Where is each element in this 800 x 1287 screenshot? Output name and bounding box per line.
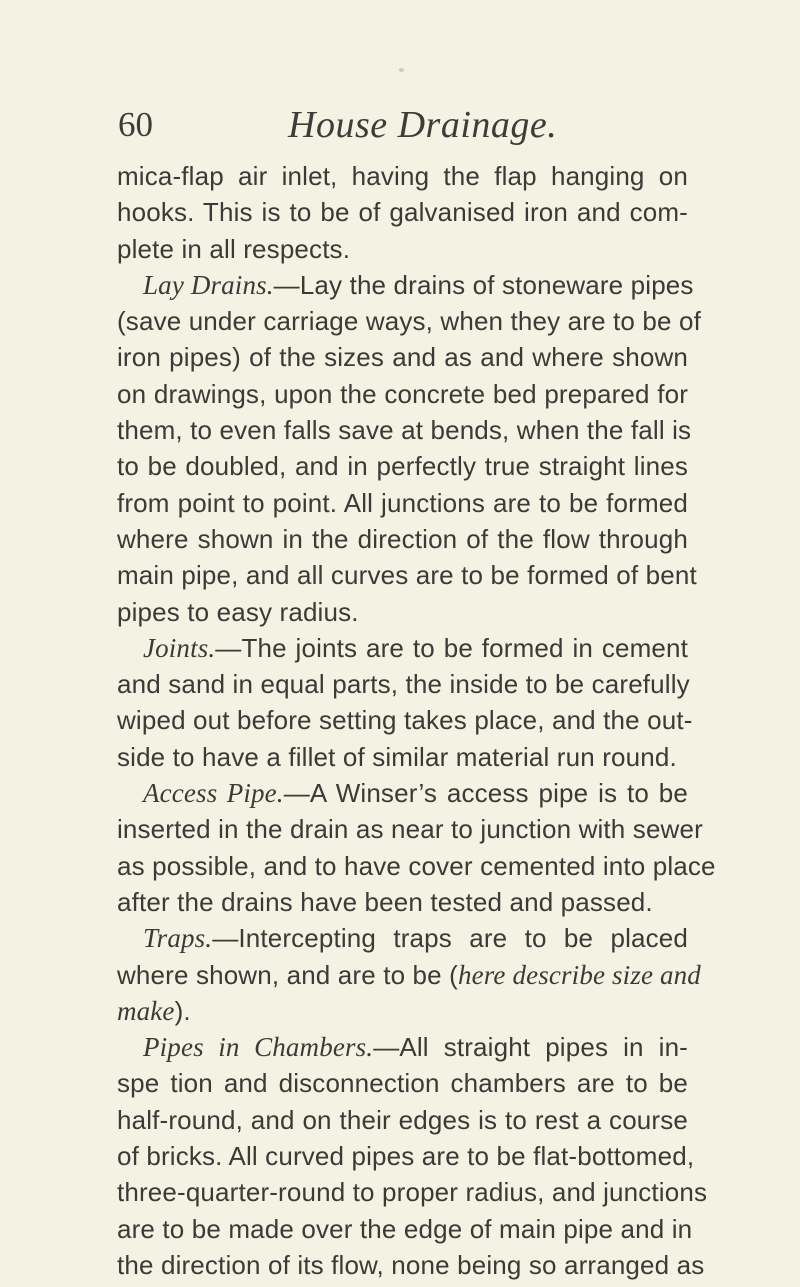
text-line [117,993,688,1029]
italic-text: Access Pipe. [143,778,284,809]
text-line [117,884,688,920]
text-segment: wiped out before setting takes place, and the out- [117,705,693,736]
text-segment: —Lay the drains of stoneware pipes [273,269,694,300]
text-line [117,303,701,339]
text-line [117,485,688,521]
text-segment: are to be made over the edge of main pipe and in [117,1213,693,1244]
text-segment: main pipe, and all curves are to be formed of bent [117,560,697,591]
body-text [117,158,716,1283]
text-segment: to be doubled, and in perfectly true straight lines [117,451,688,482]
italic-text: Lay Drains. [143,269,274,300]
text-segment: —Intercepting traps are to be placed [212,923,688,954]
text-line [117,630,688,666]
text-line [117,448,688,484]
text-segment: and sand in equal parts, the inside to be carefully [117,669,690,700]
text-line [117,194,688,230]
text-line [117,920,688,956]
text-line [117,339,688,375]
text-line [117,848,716,884]
text-segment: inserted in the drain as near to junction with sewer [117,814,703,845]
text-segment: (save under carriage ways, when they are to be of [117,306,701,337]
text-line [117,1211,693,1247]
text-line [117,1247,705,1283]
text-line [117,1102,688,1138]
italic-text: make [117,995,175,1026]
text-segment: mica-flap air inlet, having the flap hanging on [117,161,688,191]
text-line [117,1065,688,1101]
text-segment: pipes to easy radius. [117,596,359,627]
text-segment: —A Winser’s access pipe is to be [283,778,688,809]
text-line [117,702,693,738]
text-segment: hooks. This is to be of galvanised iron and com- [117,197,688,228]
text-segment: from point to point. All junctions are to be formed [117,487,688,518]
text-line [117,376,688,412]
text-line [117,811,703,847]
text-segment: half-round, and on their edges is to rest a course [117,1104,688,1135]
text-line [117,1029,688,1065]
italic-text: Pipes in Chambers. [143,1032,374,1063]
paper-speck [399,68,404,72]
text-line [117,158,688,194]
text-line [117,557,697,593]
text-segment: spe tion and disconnection chambers are to be [117,1068,688,1099]
text-line [117,1174,708,1210]
text-segment: three-quarter-round to proper radius, and junctions [117,1177,708,1208]
text-line [117,739,688,775]
text-segment: on drawings, upon the concrete bed prepared for [117,378,688,409]
text-segment: side to have a fillet of similar material run round. [117,741,677,772]
page-header [118,100,682,150]
text-line [117,775,688,811]
text-segment: as possible, and to have cover cemented into place [117,850,716,881]
italic-text: Traps. [143,923,213,954]
text-segment: —All straight pipes in in- [373,1032,688,1063]
italic-text: Joints. [143,632,216,663]
text-line [117,666,688,702]
text-line [117,231,688,267]
text-segment: iron pipes) of the sizes and as and where shown [117,342,688,373]
text-segment: plete in all respects. [117,233,351,264]
page-number: 60 [118,105,153,144]
text-line [117,521,688,557]
text-line [117,957,701,993]
italic-text: here describe size and [457,959,701,990]
running-title: House Drainage. [288,104,558,146]
text-line [117,594,688,630]
text-segment: where shown in the direction of the flow through [117,523,688,554]
text-segment: where shown, and are to be ( [117,959,458,990]
text-line [117,267,694,303]
text-line [117,1138,695,1174]
text-segment: after the drains have been tested and passed. [117,886,653,917]
text-segment: of bricks. All curved pipes are to be flat-bottomed, [117,1141,695,1172]
text-segment: ). [174,995,191,1026]
text-line [117,412,692,448]
text-segment: —The joints are to be formed in cement [215,632,688,663]
text-segment: them, to even falls save at bends, when the fall is [117,415,692,446]
text-segment: the direction of its flow, none being so arranged as [117,1249,705,1280]
